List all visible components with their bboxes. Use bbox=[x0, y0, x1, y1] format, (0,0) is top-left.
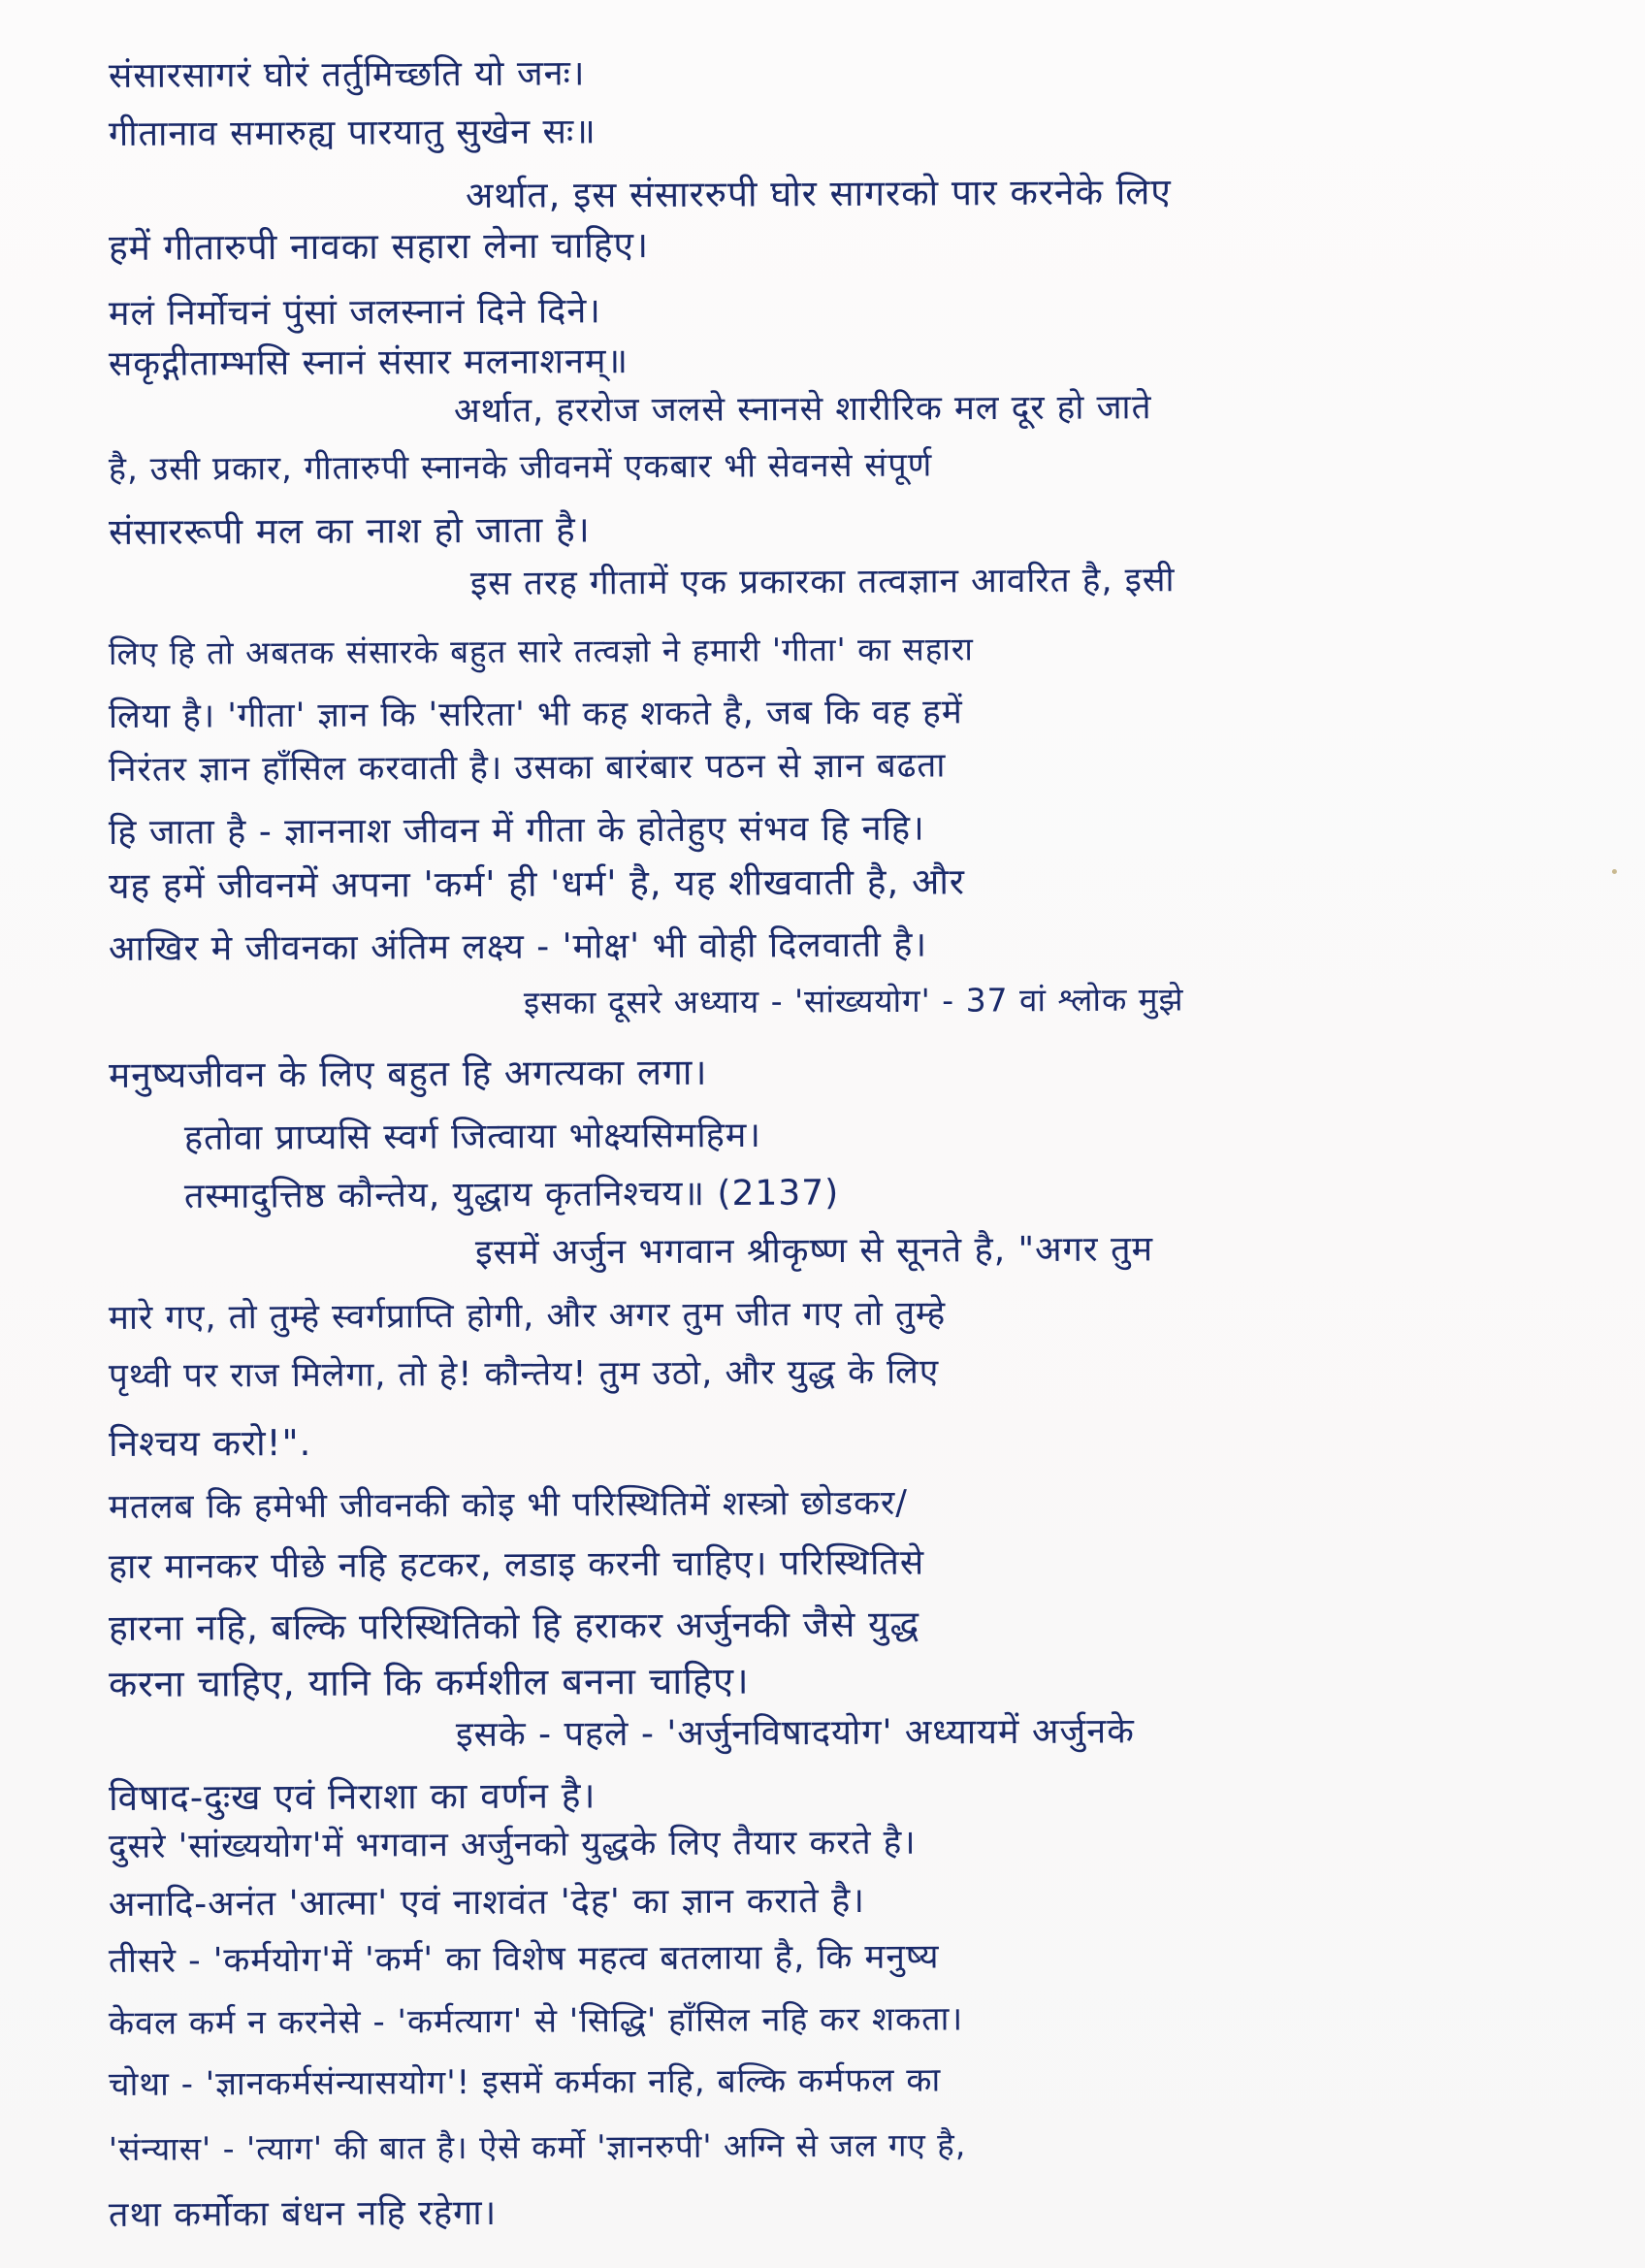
text-line: निरंतर ज्ञान हाँसिल करवाती है। उसका बारंबार पठन से ज्ञान बढता bbox=[108, 746, 947, 790]
text-line: इसमें अर्जुन भगवान श्रीकृष्ण से सूनते है, "अगर तुम bbox=[474, 1229, 1154, 1273]
text-line: यह हमें जीवनमें अपना 'कर्म' ही 'धर्म' है, यह शीखवाती है, और bbox=[108, 860, 966, 907]
text-line: गीतानाव समारुह्य पारयातु सुखेन सः॥ bbox=[108, 112, 597, 154]
text-line: इसका दूसरे अध्याय - 'सांख्ययोग' - 37 वां श्लोक मुझे bbox=[523, 980, 1184, 1021]
text-line: तथा कर्मोका बंधन नहि रहेगा। bbox=[108, 2192, 498, 2235]
text-line: हमें गीतारुपी नावका सहारा लेना चाहिए। bbox=[108, 224, 650, 269]
text-line: मतलब कि हमेभी जीवनकी कोइ भी परिस्थितिमें शस्त्रो छोडकर/ bbox=[108, 1483, 909, 1527]
text-line: हारना नहि, बल्कि परिस्थितिको हि हराकर अर्जुनकी जैसे युद्ध bbox=[108, 1603, 920, 1649]
text-line: अनादि-अनंत 'आत्मा' एवं नाशवंत 'देह' का ज्ञान कराते है। bbox=[108, 1880, 866, 1925]
text-line: मारे गए, तो तुम्हे स्वर्गप्राप्ति होगी, और अगर तुम जीत गए तो तुम्हे bbox=[108, 1294, 947, 1338]
text-line: अर्थात, हररोज जलसे स्नानसे शारीरिक मल दूर हो जाते bbox=[453, 388, 1152, 431]
text-line: तस्मादुत्तिष्ठ कौन्तेय, युद्धाय कृतनिश्चय॥ (2137) bbox=[183, 1173, 840, 1216]
text-line: हार मानकर पीछे नहि हटकर, लडाइ करनी चाहिए। परिस्थितिसे bbox=[108, 1542, 925, 1587]
paper-speck bbox=[1612, 869, 1617, 874]
text-line: अर्थात, इस संसाररुपी घोर सागरको पार करनेके लिए bbox=[465, 171, 1172, 216]
text-line: है, उसी प्रकार, गीतारुपी स्नानके जीवनमें एकबार भी सेवनसे संपूर्ण bbox=[108, 445, 933, 489]
text-line: पृथ्वी पर राज मिलेगा, तो हे! कौन्तेय! तुम उठो, और युद्ध के लिए bbox=[108, 1352, 940, 1396]
text-line: करना चाहिए, यानि कि कर्मशील बनना चाहिए। bbox=[108, 1659, 750, 1705]
text-line: सकृद्गीताम्भसि स्नानं संसार मलनाशनम्॥ bbox=[108, 341, 629, 384]
text-line: इस तरह गीतामें एक प्रकारका तत्वज्ञान आवरित है, इसी bbox=[469, 561, 1176, 603]
text-line: संसारसागरं घोरं तर्तुमिच्छति यो जनः। bbox=[108, 53, 586, 96]
text-line: हि जाता है - ज्ञाननाश जीवन में गीता के होतेहुए संभव हि नहि। bbox=[108, 808, 925, 853]
text-line: इसके - पहले - 'अर्जुनविषादयोग' अध्यायमें अर्जुनके bbox=[455, 1711, 1135, 1755]
text-line: लिया है। 'गीता' ज्ञान कि 'सरिता' भी कह शकते है, जब कि वह हमें bbox=[108, 693, 963, 736]
text-line: मलं निर्मोचनं पुंसां जलस्नानं दिने दिने। bbox=[108, 291, 602, 334]
text-line: तीसरे - 'कर्मयोग'में 'कर्म' का विशेष महत्व बतलाया है, कि मनुष्य bbox=[108, 1937, 940, 1981]
text-line: केवल कर्म न करनेसे - 'कर्मत्याग' से 'सिद्धि' हाँसिल नहि कर शकता। bbox=[108, 1999, 964, 2043]
text-line: संसाररूपी मल का नाश हो जाता है। bbox=[108, 508, 591, 553]
text-line: निश्चय करो!". bbox=[108, 1421, 312, 1465]
text-line: 'संन्यास' - 'त्याग' की बात है। ऐसे कर्मो 'ज्ञानरुपी' अग्नि से जल गए है, bbox=[108, 2125, 967, 2168]
text-line: हतोवा प्राप्यसि स्वर्ग जित्वाया भोक्ष्यसिमहिम। bbox=[183, 1115, 762, 1158]
text-line: लिए हि तो अबतक संसारके बहुत सारे तत्वज्ञो ने हमारी 'गीता' का सहारा bbox=[108, 630, 975, 672]
text-line: विषाद-दुःख एवं निराशा का वर्णन है। bbox=[108, 1774, 597, 1819]
text-line: मनुष्यजीवन के लिए बहुत हि अगत्यका लगा। bbox=[108, 1051, 708, 1096]
text-line: आखिर मे जीवनका अंतिम लक्ष्य - 'मोक्ष' भी वोही दिलवाती है। bbox=[108, 924, 928, 969]
text-line: दुसरे 'सांख्ययोग'में भगवान अर्जुनको युद्धके लिए तैयार करते है। bbox=[108, 1823, 917, 1866]
text-line: चोथा - 'ज्ञानकर्मसंन्यासयोग'! इसमें कर्मका नहि, बल्कि कर्मफल का bbox=[108, 2060, 942, 2104]
